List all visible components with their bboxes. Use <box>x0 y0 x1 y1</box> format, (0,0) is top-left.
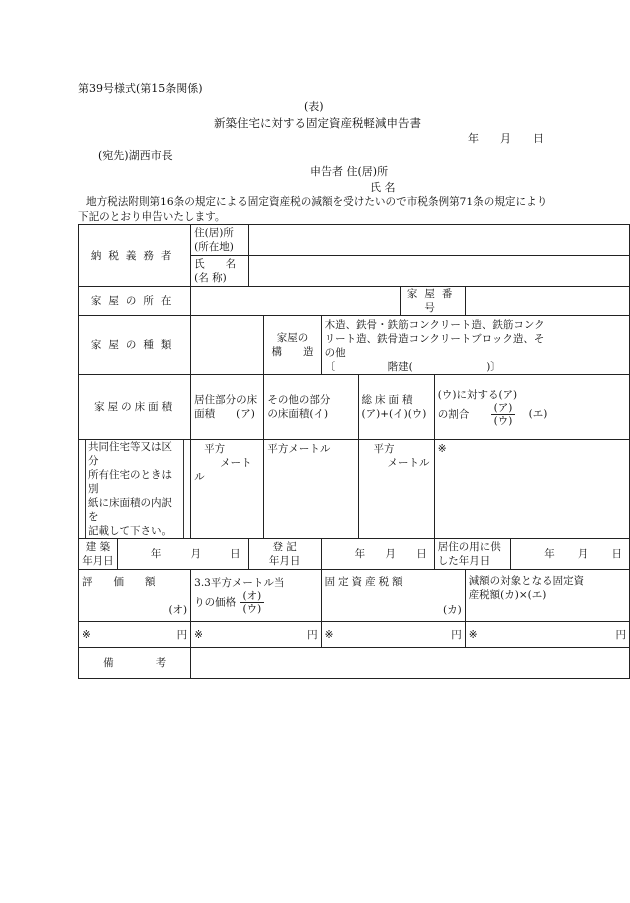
name-field[interactable] <box>248 256 629 287</box>
registration-date-label: 登 記 年月日 <box>248 539 321 570</box>
unit-price-field[interactable]: ※ 円 <box>191 622 321 648</box>
name-label: 氏 名 (名 称) <box>191 256 248 287</box>
total-area-label: 総床面積 (ア)+(イ)(ウ) <box>358 375 434 440</box>
declaration-table <box>78 224 630 679</box>
address-label: 住(居)所 (所在地) <box>191 225 248 256</box>
total-area-field[interactable]: 平方 メートル <box>358 440 434 539</box>
date-month: 月 <box>500 132 511 145</box>
date-day: 日 <box>533 132 544 145</box>
house-location-field[interactable] <box>191 287 401 316</box>
form-number: 第39号様式(第15条関係) <box>78 82 203 95</box>
house-type-field[interactable] <box>191 316 264 375</box>
ratio-field[interactable]: ※ <box>434 440 629 539</box>
residential-area-label: 居住部分の床 面積 (ア) <box>191 375 264 440</box>
unit-price-label: 3.3平方メートル当 りの価格 $\frac{\text{(オ)}}{\text{(ウ)}}$ <box>191 570 321 622</box>
registration-date-field[interactable]: 年 月 日 <box>321 539 434 570</box>
property-tax-field[interactable]: ※ 円 <box>321 622 465 648</box>
valuation-field[interactable]: ※ 円 <box>79 622 191 648</box>
residence-date-label: 居住の用に供 した年月日 <box>434 539 510 570</box>
addressee: (宛先)湖西市長 <box>98 149 173 162</box>
residence-date-field[interactable]: 年 月 日 <box>511 539 630 570</box>
taxpayer-label: 納税義務者 <box>79 225 191 287</box>
page-title: 新築住宅に対する固定資産税軽減申告書 <box>214 116 421 130</box>
built-date-field[interactable]: 年 月 日 <box>117 539 248 570</box>
remarks-field[interactable] <box>191 648 630 679</box>
address-field[interactable] <box>248 225 629 256</box>
applicant-address: 申告者 住(居)所 <box>310 165 389 178</box>
reduction-amount-field[interactable]: ※ 円 <box>465 622 629 648</box>
other-area-label: その他の部分 の床面積(イ) <box>264 375 358 440</box>
structure-options[interactable]: 木造、鉄骨・鉄筋コンクリート造、鉄筋コンク リート造、鉄骨造コンクリートブロック造、そ の他 〔 階建( )〕 <box>321 316 629 375</box>
residential-area-field[interactable]: 平方 メートル <box>191 440 264 539</box>
floor-area-note: 共同住宅等又は区分 所有住宅のときは別 紙に床面積の内訳を 記載して下さい。 <box>79 440 191 539</box>
applicant-name: 氏 名 <box>370 181 396 194</box>
valuation-label: 評 価 額 (オ) <box>79 570 191 622</box>
property-tax-label: 固定資産税額 (カ) <box>321 570 465 622</box>
house-number-label: 家屋番号 <box>401 287 465 316</box>
remarks-label: 備 考 <box>79 648 191 679</box>
reduction-amount-label: 減額の対象となる固定資 産税額(カ)×(エ) <box>465 570 629 622</box>
intro-line-1: 地方税法附則第16条の規定による固定資産税の減額を受けたいので市税条例第71条の規定により <box>86 196 548 208</box>
date-year: 年 <box>468 132 479 145</box>
structure-label: 家屋の 構 造 <box>264 316 321 375</box>
floors-bracket: 〔 階建( )〕 <box>324 361 501 373</box>
intro-line-2: 下記のとおり申告いたします。 <box>78 211 226 223</box>
house-number-field[interactable] <box>465 287 629 316</box>
floor-area-label: 家屋の床面積 <box>79 375 191 440</box>
house-type-label: 家屋の種類 <box>79 316 191 375</box>
form-side: (表) <box>304 100 324 113</box>
other-area-field[interactable]: 平方メートル <box>264 440 358 539</box>
built-date-label: 建 築 年月日 <box>79 539 118 570</box>
house-location-label: 家屋の所在 <box>79 287 191 316</box>
ratio-label: (ウ)に対する(ア) の割合 $\frac{\text{(ア)}}{\text{(ウ)}}$ (エ) <box>434 375 629 440</box>
